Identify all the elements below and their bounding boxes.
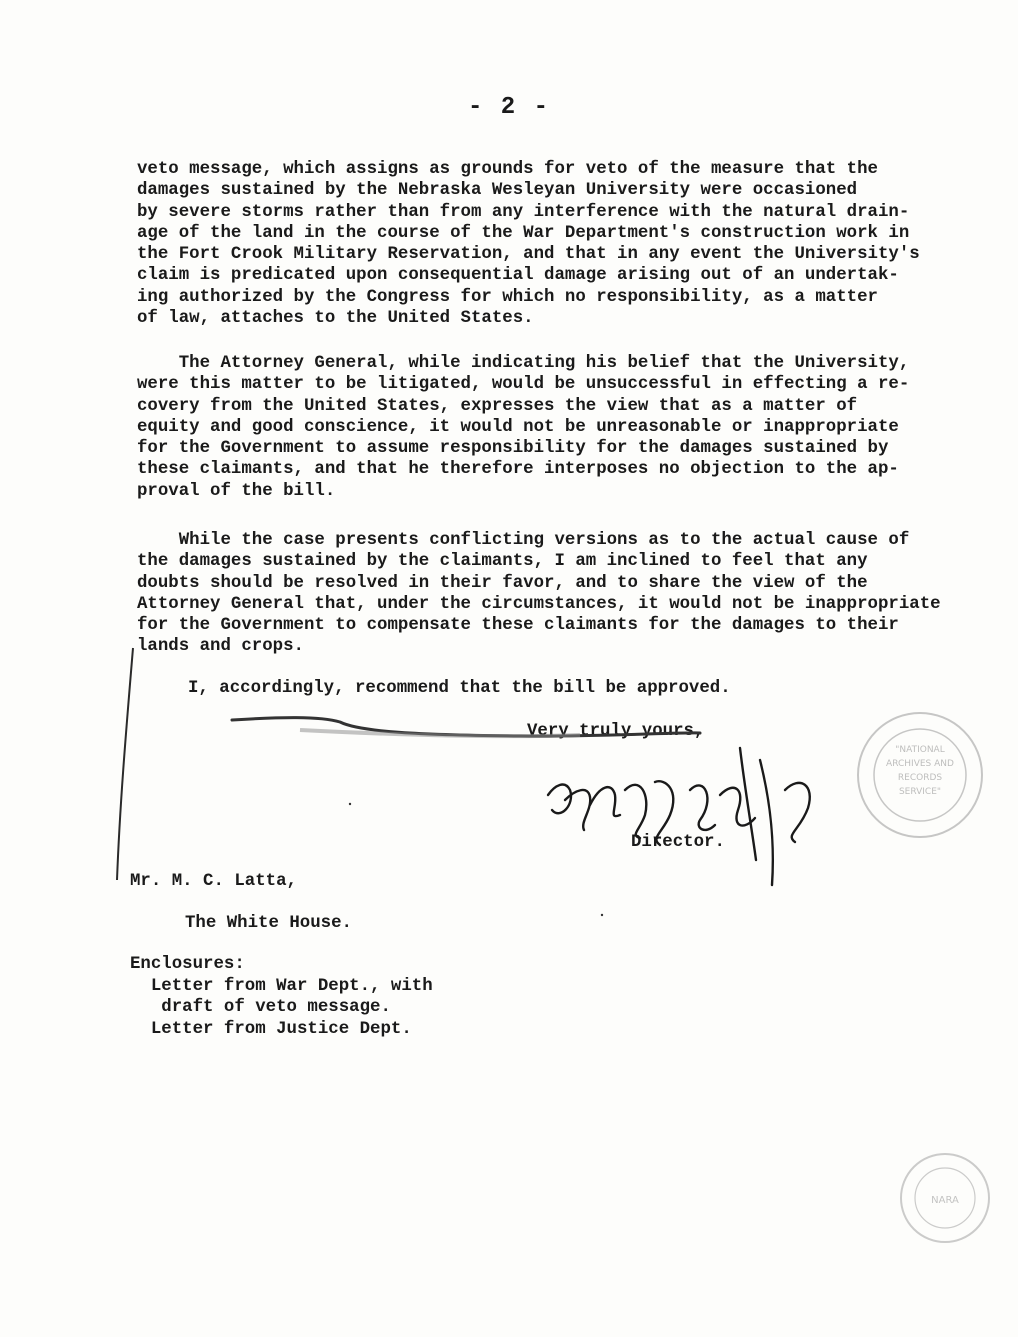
text-line: lands and crops. [137, 637, 304, 657]
enclosures-heading: Enclosures: [130, 955, 245, 974]
ink-speck [349, 803, 351, 805]
text-line: I, accordingly, recommend that the bill be approved. [188, 679, 731, 698]
text-line: age of the land in the course of the War Department's construction work in [137, 223, 910, 243]
svg-text:SERVICE": SERVICE" [898, 787, 942, 797]
text-line: The Attorney General, while indicating his belief that the University, [137, 354, 910, 373]
svg-text:RECORDS: RECORDS [897, 773, 943, 783]
text-line: Attorney General that, under the circumstances, it would not be inappropriate [137, 594, 941, 614]
closing: Very truly yours, [527, 722, 705, 741]
text-line: While the case presents conflicting versions as to the actual cause of [137, 531, 910, 550]
stamp-seal-bottom [901, 1154, 989, 1242]
text-line: the damages sustained by the claimants, I am inclined to feel that any [137, 552, 868, 572]
signer-title: Director. [631, 833, 725, 852]
page-number: - 2 - [467, 94, 550, 121]
text-line: veto message, which assigns as grounds for veto of the measure that the [137, 160, 878, 179]
text-line: damages sustained by the Nebraska Wesleyan University were occasioned [137, 181, 858, 201]
ink-speck [601, 914, 603, 916]
enclosure-item: Letter from Justice Dept. [130, 1019, 412, 1039]
text-line: covery from the United States, expresses the view that as a matter of [137, 396, 858, 416]
svg-text:ARCHIVES AND: ARCHIVES AND [886, 759, 954, 769]
text-line: equity and good conscience, it would not be unreasonable or inappropriate [137, 417, 899, 437]
text-line: proval of the bill. [137, 481, 336, 501]
text-line: claim is predicated upon consequential damage arising out of an undertak- [137, 266, 899, 286]
text-line: by severe storms rather than from any interference with the natural drain- [137, 202, 910, 222]
text-line: these claimants, and that he therefore interposes no objection to the ap- [137, 460, 899, 480]
signature-scribble [548, 748, 810, 885]
text-line: doubts should be resolved in their favor, and to share the view of the [137, 573, 868, 593]
enclosure-item: Letter from War Dept., with [130, 976, 433, 996]
svg-text:NARA: NARA [931, 1195, 959, 1206]
text-line: the Fort Crook Military Reservation, and that in any event the University's [137, 245, 920, 265]
pencil-stroke [232, 718, 700, 737]
text-line: ing authorized by the Congress for which no responsibility, as a matter [137, 287, 878, 307]
text-line: of law, attaches to the United States. [137, 309, 534, 329]
margin-pencil-line [117, 648, 133, 880]
enclosure-item: draft of veto message. [130, 998, 391, 1017]
addressee-name: Mr. M. C. Latta, [130, 872, 297, 891]
text-line: were this matter to be litigated, would be unsuccessful in effecting a re- [137, 375, 910, 395]
svg-text:"NATIONAL: "NATIONAL [895, 745, 945, 755]
text-line: for the Government to compensate these claimants for the damages to their [137, 616, 899, 636]
text-line: for the Government to assume responsibility for the damages sustained by [137, 439, 889, 459]
addressee-org: The White House. [185, 914, 352, 933]
stamp-seal-top [858, 713, 982, 837]
